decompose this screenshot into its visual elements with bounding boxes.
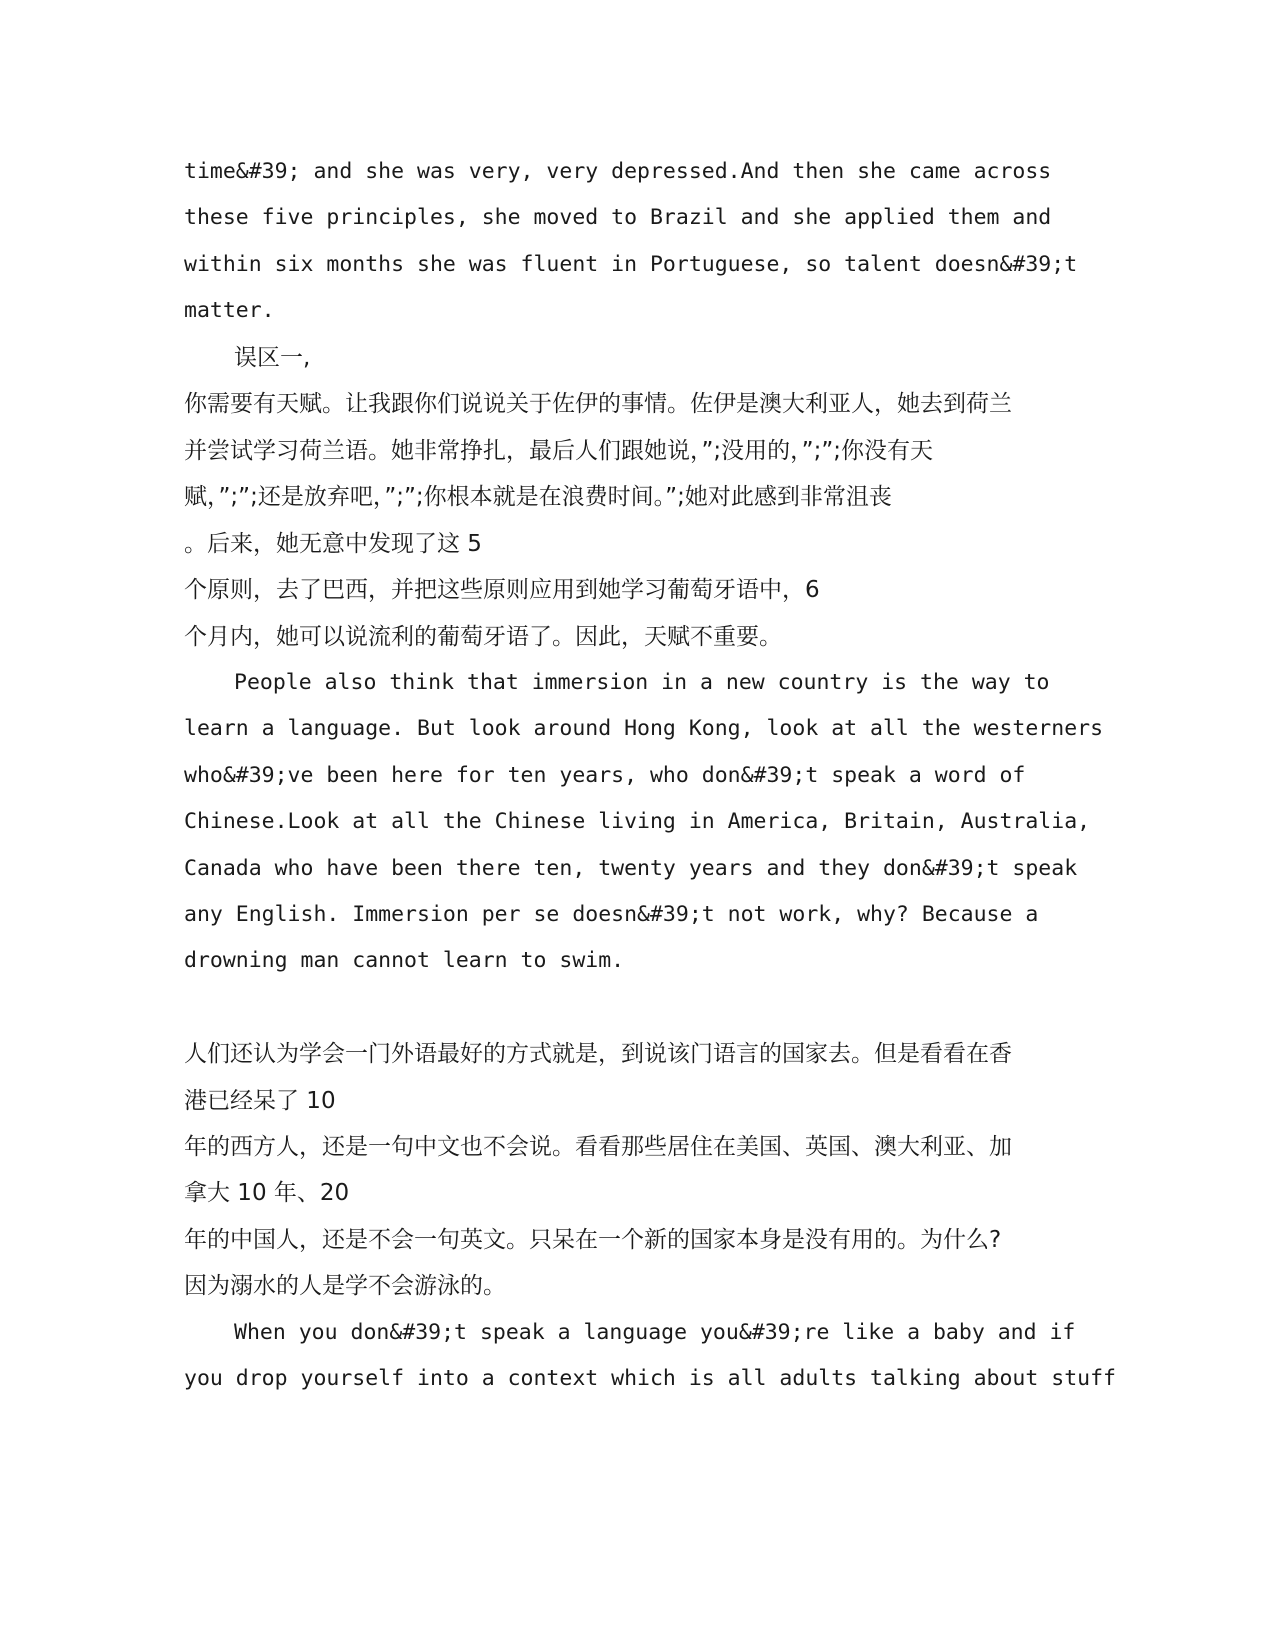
paragraph-line: 港已经呆了 10	[184, 1088, 336, 1114]
paragraph-line: 年的西方人，还是一句中文也不会说。看看那些居住在美国、英国、澳大利亚、加	[184, 1134, 1012, 1160]
paragraph-line: Canada who have been there ten, twenty years and they don&#39;t speak	[184, 856, 1078, 881]
paragraph-line: who&#39;ve been here for ten years, who don&#39;t speak a word of	[184, 763, 1026, 788]
paragraph-line: 个月内，她可以说流利的葡萄牙语了。因此，天赋不重要。	[184, 624, 782, 650]
paragraph-line: within six months she was fluent in Portuguese, so talent doesn&#39;t	[184, 252, 1078, 277]
paragraph-line: People also think that immersion in a new country is the way to	[234, 670, 1050, 695]
paragraph-line: 你需要有天赋。让我跟你们说说关于佐伊的事情。佐伊是澳大利亚人，她去到荷兰	[184, 391, 1012, 417]
paragraph-line: Chinese.Look at all the Chinese living in America, Britain, Australia,	[184, 809, 1091, 834]
paragraph-line: time&#39; and she was very, very depressed.And then she came across	[184, 159, 1052, 184]
paragraph-line: 年的中国人，还是不会一句英文。只呆在一个新的国家本身是没有用的。为什么?	[184, 1227, 1002, 1253]
paragraph-line: drowning man cannot learn to swim.	[184, 948, 625, 973]
paragraph-line: learn a language. But look around Hong Kong, look at all the westerners	[184, 716, 1104, 741]
paragraph-line: you drop yourself into a context which is all adults talking about stuff	[184, 1366, 1116, 1391]
paragraph-line: 并尝试学习荷兰语。她非常挣扎，最后人们跟她说，”;没用的，”;”;你没有天	[184, 438, 933, 464]
paragraph-line: 人们还认为学会一门外语最好的方式就是，到说该门语言的国家去。但是看看在香	[184, 1041, 1012, 1067]
paragraph-line: matter.	[184, 298, 275, 323]
paragraph-line: any English. Immersion per se doesn&#39;t not work, why? Because a	[184, 902, 1039, 927]
paragraph-line: When you don&#39;t speak a language you&#39;re like a baby and if	[234, 1320, 1076, 1345]
paragraph-line: 赋，”;”;还是放弃吧，”;”;你根本就是在浪费时间。”;她对此感到非常沮丧	[184, 484, 892, 510]
paragraph-line: 个原则，去了巴西，并把这些原则应用到她学习葡萄牙语中，6	[184, 577, 820, 603]
section-heading: 误区一,	[234, 345, 311, 371]
paragraph-line: 。后来，她无意中发现了这 5	[184, 531, 482, 557]
paragraph-line: these five principles, she moved to Brazil and she applied them and	[184, 205, 1052, 230]
paragraph-line: 因为溺水的人是学不会游泳的。	[184, 1273, 506, 1299]
paragraph-line: 拿大 10 年、20	[184, 1180, 350, 1206]
